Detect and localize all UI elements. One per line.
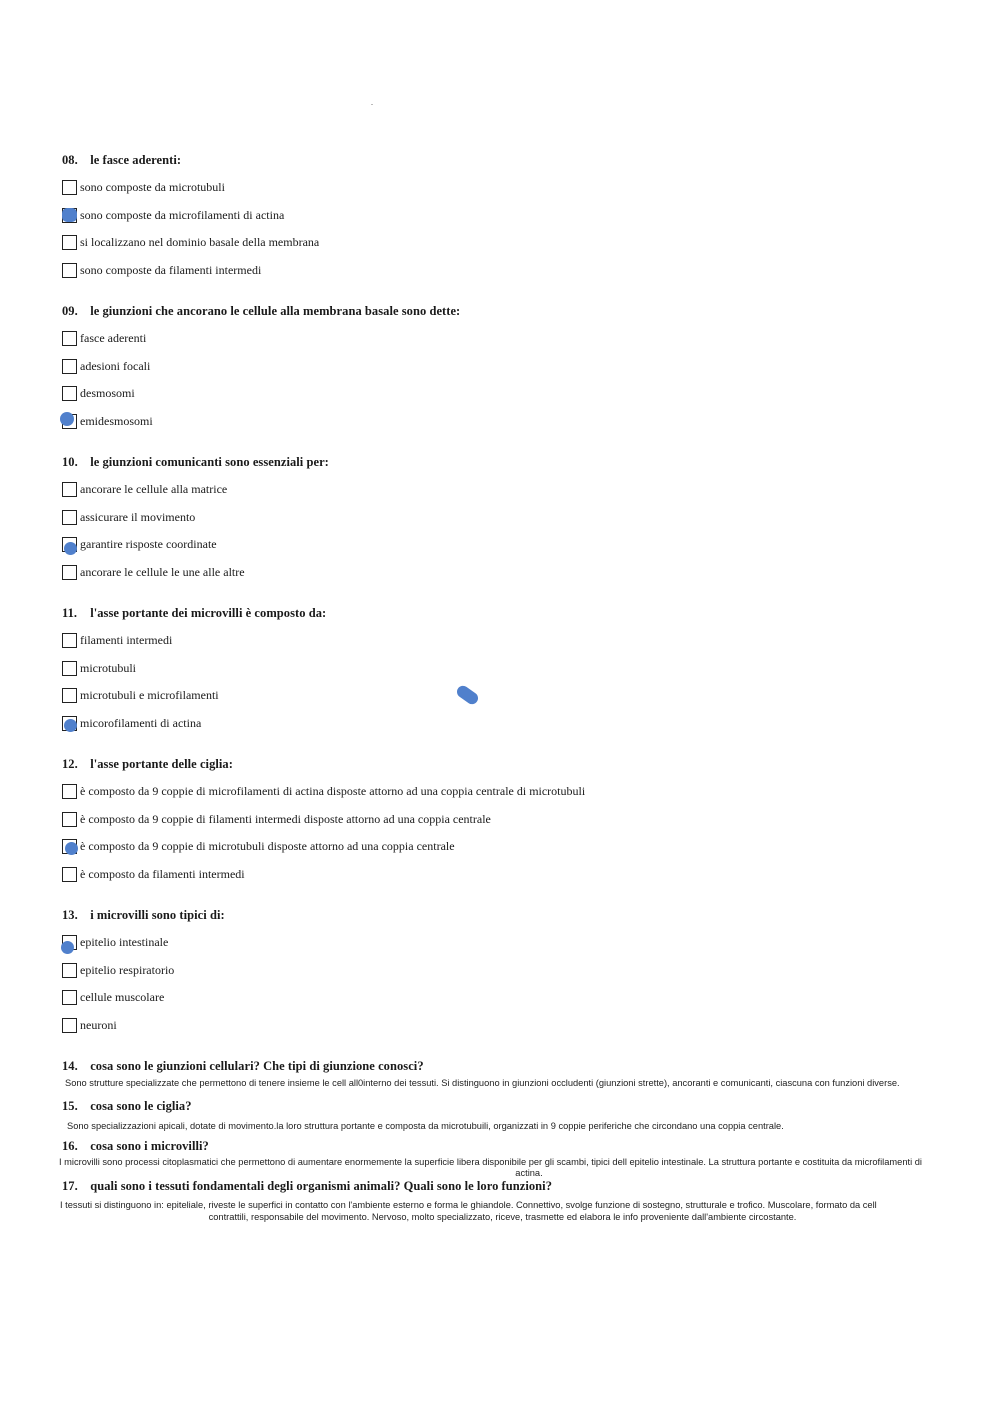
checkbox[interactable] [62, 180, 77, 195]
checkbox[interactable] [62, 482, 77, 497]
checkbox[interactable] [62, 263, 77, 278]
answer-mark [62, 208, 77, 222]
question-14-answer: Sono strutture specializzate che permettono di tenere insieme le cell all0interno dei tessuti. Si distinguono in giunzioni occludenti (giunzioni strette), ancoranti e comunicanti, ciascuna con funzioni diverse. [65, 1078, 900, 1088]
answer-mark [61, 941, 74, 954]
question-11-title: 11. l'asse portante dei microvilli è composto da: [62, 606, 327, 620]
question-14-title: 14. cosa sono le giunzioni cellulari? Che tipi di giunzione conosci? [62, 1059, 424, 1073]
scan-speck [371, 104, 373, 105]
answer-mark [60, 412, 74, 426]
question-08-title: 08. le fasce aderenti: [62, 153, 182, 167]
checkbox[interactable] [62, 963, 77, 978]
checkbox[interactable] [62, 784, 77, 799]
question-09-title: 09. le giunzioni che ancorano le cellule alla membrana basale sono dette: [62, 304, 461, 318]
checkbox[interactable] [62, 565, 77, 580]
question-12-title: 12. l'asse portante delle ciglia: [62, 757, 233, 771]
question-10-title: 10. le giunzioni comunicanti sono essenziali per: [62, 455, 329, 469]
checkbox[interactable] [62, 812, 77, 827]
question-16-answer-line-1: I microvilli sono processi citoplasmatici che permettono di aumentare enormemente la superficie libera disponibile per gli scambi, tipici dell epitelio intestinale. La struttura portante e costituita da microfilamenti di [59, 1157, 922, 1167]
answer-mark [65, 842, 78, 855]
question-17-title: 17. quali sono i tessuti fondamentali degli organismi animali? Quali sono le loro funzioni? [62, 1179, 553, 1193]
question-15-title: 15. cosa sono le ciglia? [62, 1099, 192, 1113]
question-17-answer-line-1: I tessuti si distinguono in: epiteliale, riveste le superfici in contatto con l'ambiente esterno e forma le ghiandole. Connettivo, svolge funzione di sostegno, strutturale e trofico. Muscolare, formato da cell [60, 1200, 877, 1210]
checkbox[interactable] [62, 1018, 77, 1033]
checkbox[interactable] [62, 235, 77, 250]
question-17-answer-line-2: contrattili, responsabile del movimento. Nervoso, molto specializzato, riceve, trasmette ed elabora le info proveniente dall'ambiente circostante. [208, 1212, 797, 1222]
question-15-answer: Sono specializzazioni apicali, dotate di movimento.la loro struttura portante e composta da microtubuili, organizzati in 9 coppie periferiche che circondano una coppia centrale. [67, 1121, 784, 1131]
checkbox[interactable] [62, 331, 77, 346]
checkbox[interactable] [62, 990, 77, 1005]
question-16-title: 16. cosa sono i microvilli? [62, 1139, 209, 1153]
checkbox[interactable] [62, 661, 77, 676]
checkbox[interactable] [62, 633, 77, 648]
checkbox[interactable] [62, 867, 77, 882]
answer-mark [64, 542, 77, 555]
checkbox[interactable] [62, 359, 77, 374]
checkbox[interactable] [62, 688, 77, 703]
checkbox[interactable] [62, 510, 77, 525]
answer-mark [64, 719, 77, 732]
checkbox[interactable] [62, 386, 77, 401]
stray-pen-mark [455, 683, 481, 706]
question-13-title: 13. i microvilli sono tipici di: [62, 908, 225, 922]
question-16-answer-line-2: actina. [515, 1168, 543, 1178]
